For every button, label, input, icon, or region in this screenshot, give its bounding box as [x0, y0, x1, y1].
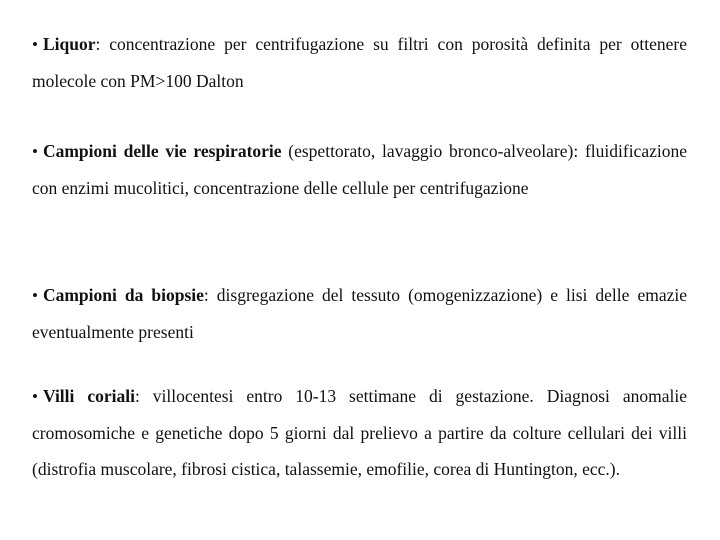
- item-term: Liquor: [42, 34, 96, 54]
- bullet-icon: •: [32, 387, 38, 406]
- bullet-icon: •: [32, 35, 38, 54]
- bullet-item-chorionic-villi: [32, 378, 687, 487]
- item-term: Campioni delle vie respiratorie: [42, 141, 282, 161]
- bullet-icon: •: [32, 286, 38, 305]
- bullet-icon: •: [32, 142, 38, 161]
- item-term: Villi coriali: [42, 386, 135, 406]
- item-text: : villocentesi entro 10-13 settimane di gestazione. Diagnosi anomalie cromosomiche e genetiche dopo 5 giorni dal prelievo a partire da colture cellulari dei villi (distrofia muscolare, fibrosi cistica, talassemie, emofilie, corea di Huntington, ecc.).: [32, 386, 687, 479]
- bullet-item-biopsy-samples: [32, 277, 687, 350]
- item-text: : disgregazione del tessuto (omogenizzazione) e lisi delle emazie eventualmente presenti: [32, 285, 687, 342]
- bullet-item-respiratory-samples: [32, 133, 687, 206]
- item-text: : concentrazione per centrifugazione su filtri con porosità definita per ottenere molecole con PM>100 Dalton: [32, 34, 687, 91]
- bullet-item-liquor: [32, 26, 687, 99]
- item-text: (espettorato, lavaggio bronco-alveolare): fluidificazione con enzimi mucolitici, concentrazione delle cellule per centrifugazione: [32, 141, 687, 198]
- item-term: Campioni da biopsie: [42, 285, 204, 305]
